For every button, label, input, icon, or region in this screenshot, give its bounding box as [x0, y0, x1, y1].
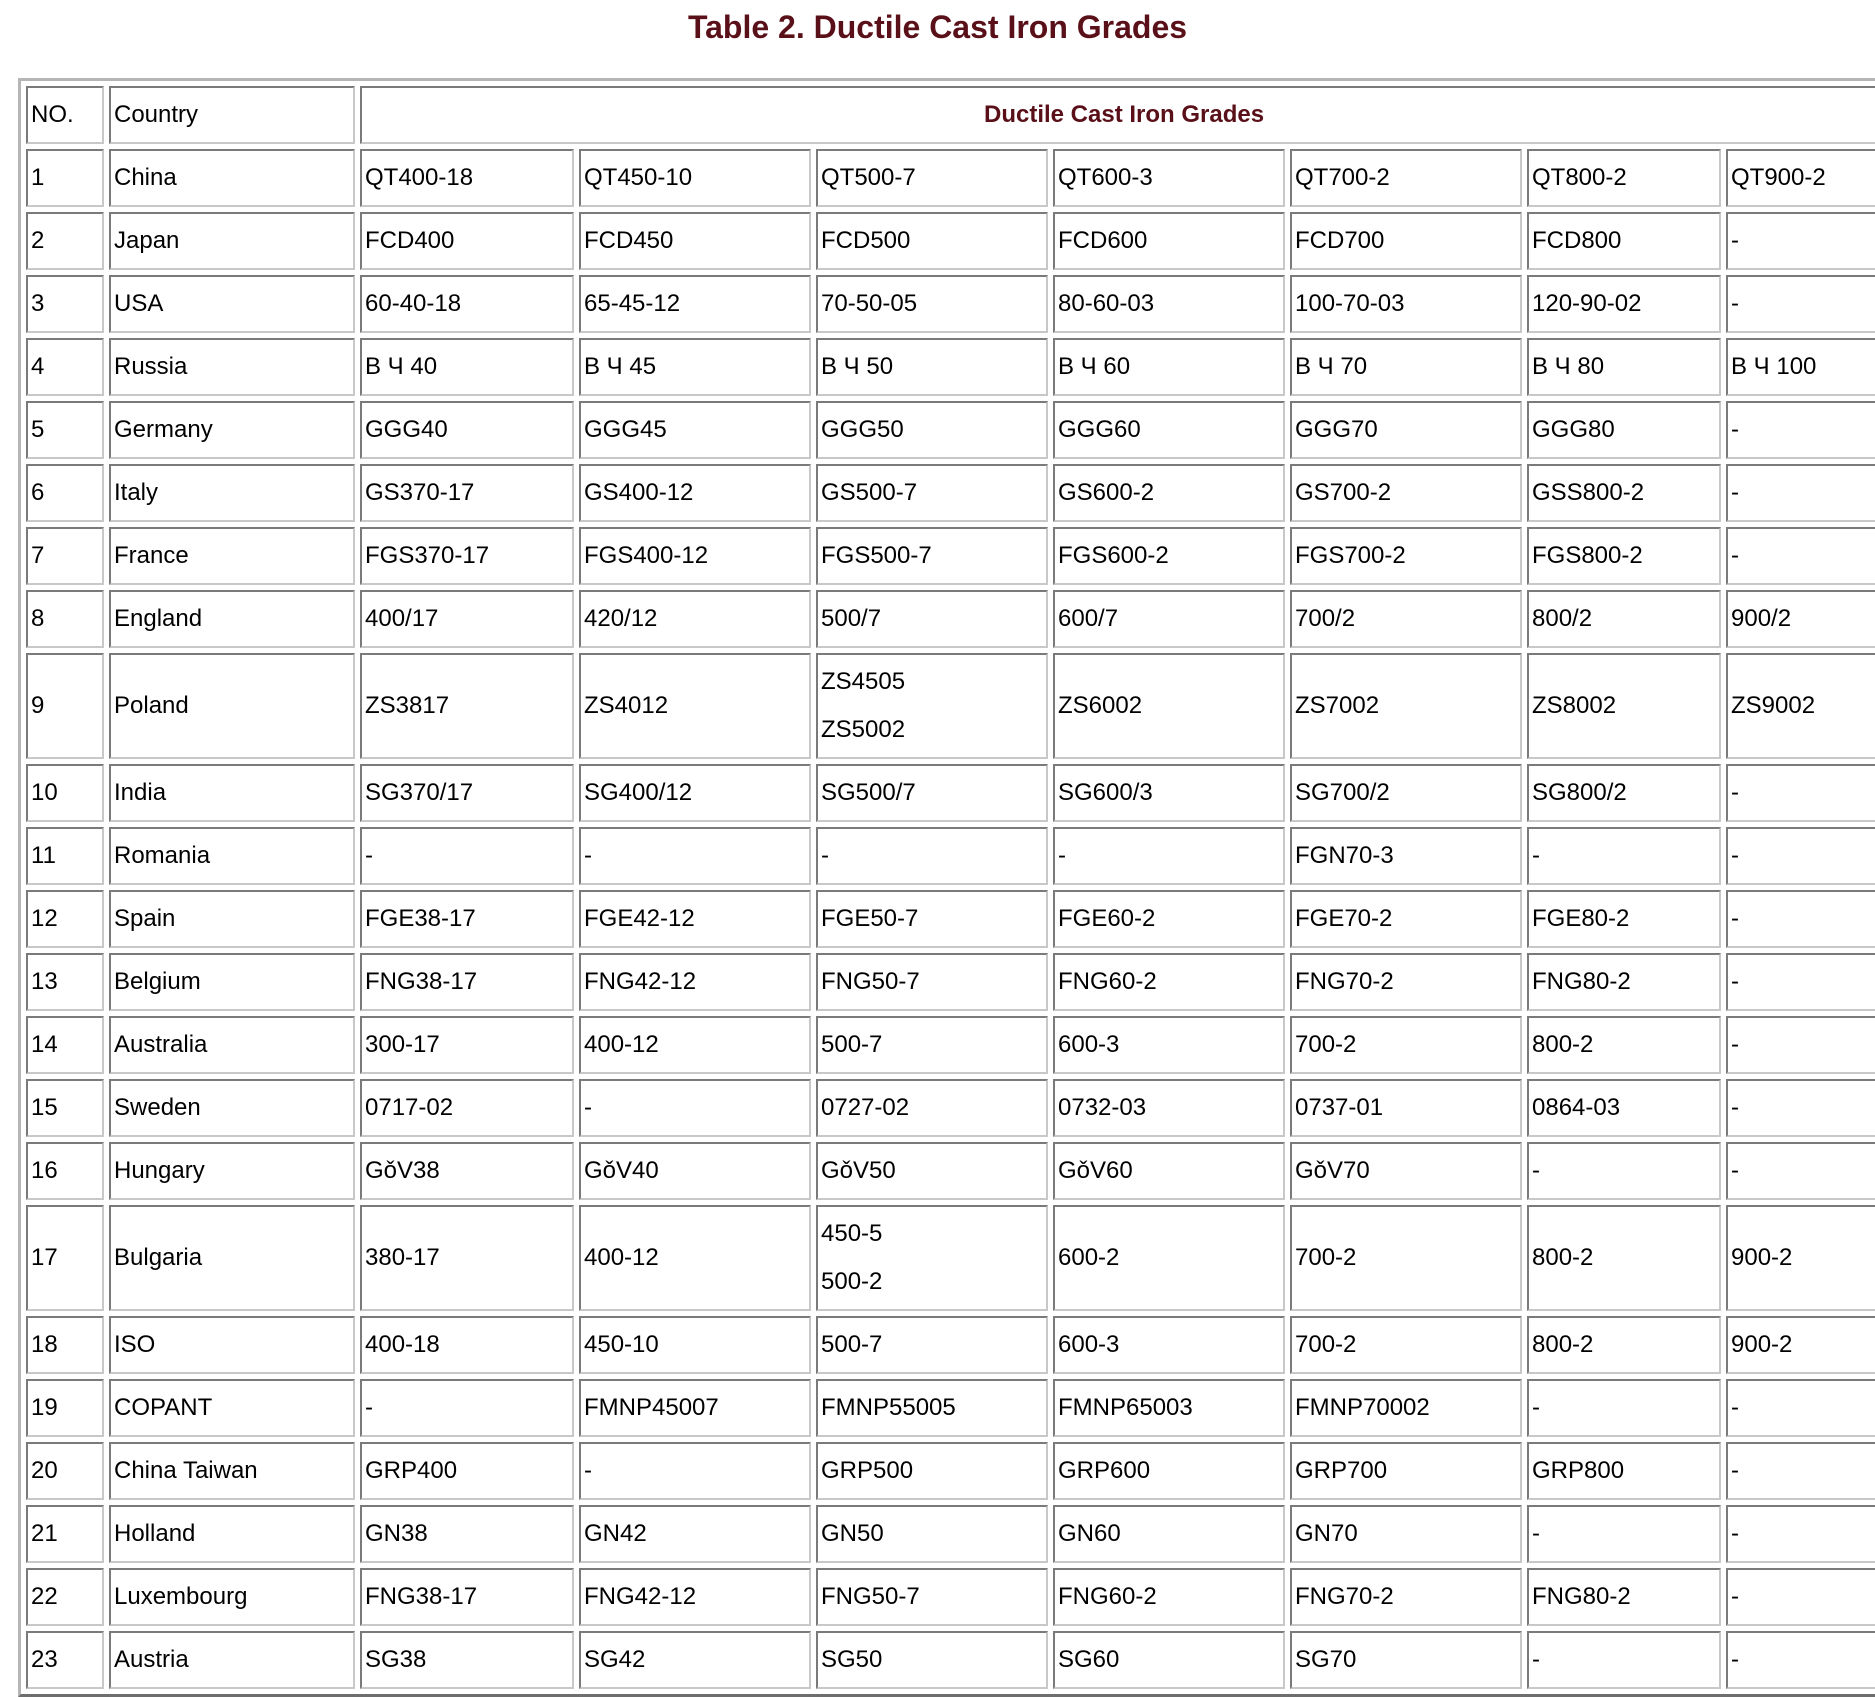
table-row — [26, 338, 1875, 396]
grade-cell: FGS800-2 — [1527, 527, 1721, 585]
grade-cell: FGS600-2 — [1053, 527, 1285, 585]
grade-cell: 0717-02 — [360, 1079, 574, 1137]
row-number: 12 — [26, 890, 104, 948]
table-row — [26, 1316, 1875, 1374]
grade-cell: 500-7 — [816, 1016, 1048, 1074]
grade-cell: - — [1726, 1505, 1875, 1563]
table-row — [26, 149, 1875, 207]
page-title: Table 2. Ductile Cast Iron Grades — [687, 9, 1188, 45]
table-row — [26, 1631, 1875, 1689]
grade-cell: - — [1726, 275, 1875, 333]
grade-cell: 400-18 — [360, 1316, 574, 1374]
row-number: 8 — [26, 590, 104, 648]
grade-cell: - — [1726, 1016, 1875, 1074]
grade-cell: SG60 — [1053, 1631, 1285, 1689]
table-row — [26, 527, 1875, 585]
grade-cell: - — [1726, 401, 1875, 459]
grade-cell: SG500/7 — [816, 764, 1048, 822]
grade-cell: 65-45-12 — [579, 275, 811, 333]
grade-cell-line: ZS4505 — [821, 668, 906, 695]
country-name: Poland — [109, 653, 355, 759]
grade-cell: FCD400 — [360, 212, 574, 270]
grade-cell: - — [816, 827, 1048, 885]
grade-cell: GǒV70 — [1290, 1142, 1522, 1200]
grade-cell: 0864-03 — [1527, 1079, 1721, 1137]
table-header-row — [26, 86, 1875, 144]
grade-cell: - — [1726, 527, 1875, 585]
grade-cell: FNG50-7 — [816, 953, 1048, 1011]
grade-cell: - — [1527, 1142, 1721, 1200]
grade-cell: B Ч 50 — [816, 338, 1048, 396]
grade-cell: SG42 — [579, 1631, 811, 1689]
grade-cell: FNG42-12 — [579, 1568, 811, 1626]
grade-cell: - — [579, 827, 811, 885]
country-name: Japan — [109, 212, 355, 270]
grade-cell: 900/2 — [1726, 590, 1875, 648]
grade-cell: 800/2 — [1527, 590, 1721, 648]
grades-table — [18, 78, 1875, 1697]
grade-cell — [816, 653, 1048, 759]
country-name: Australia — [109, 1016, 355, 1074]
grade-cell: FGE42-12 — [579, 890, 811, 948]
grade-cell: - — [1726, 1079, 1875, 1137]
grade-cell: - — [579, 1079, 811, 1137]
grade-cell: FNG38-17 — [360, 1568, 574, 1626]
grade-cell: - — [1726, 1442, 1875, 1500]
grade-cell: 700/2 — [1290, 590, 1522, 648]
table-row — [26, 1205, 1875, 1311]
grade-cell: GGG40 — [360, 401, 574, 459]
grade-cell: QT400-18 — [360, 149, 574, 207]
grade-cell: FGE50-7 — [816, 890, 1048, 948]
row-number: 15 — [26, 1079, 104, 1137]
table-container — [18, 78, 1875, 1697]
grade-cell: - — [1527, 1631, 1721, 1689]
grade-cell: GRP500 — [816, 1442, 1048, 1500]
country-name: Hungary — [109, 1142, 355, 1200]
grade-cell: 300-17 — [360, 1016, 574, 1074]
grade-cell: FMNP65003 — [1053, 1379, 1285, 1437]
grade-cell: 0732-03 — [1053, 1079, 1285, 1137]
table-row — [26, 590, 1875, 648]
row-number: 17 — [26, 1205, 104, 1311]
country-name: COPANT — [109, 1379, 355, 1437]
row-number: 16 — [26, 1142, 104, 1200]
row-number: 6 — [26, 464, 104, 522]
table-row — [26, 212, 1875, 270]
grade-cell: GRP600 — [1053, 1442, 1285, 1500]
country-name: Italy — [109, 464, 355, 522]
row-number: 11 — [26, 827, 104, 885]
grade-cell: QT600-3 — [1053, 149, 1285, 207]
grade-cell: SG38 — [360, 1631, 574, 1689]
grade-cell: FGS400-12 — [579, 527, 811, 585]
grade-cell: FGE80-2 — [1527, 890, 1721, 948]
row-number: 5 — [26, 401, 104, 459]
grade-cell: FNG80-2 — [1527, 1568, 1721, 1626]
grade-cell: GGG45 — [579, 401, 811, 459]
country-name: Belgium — [109, 953, 355, 1011]
grade-cell: FGE60-2 — [1053, 890, 1285, 948]
grade-cell: 600/7 — [1053, 590, 1285, 648]
grade-cell: 120-90-02 — [1527, 275, 1721, 333]
country-name: Spain — [109, 890, 355, 948]
grade-cell: - — [1726, 953, 1875, 1011]
table-row — [26, 827, 1875, 885]
country-name: Luxembourg — [109, 1568, 355, 1626]
grade-cell: SG50 — [816, 1631, 1048, 1689]
grade-cell: 70-50-05 — [816, 275, 1048, 333]
row-number: 9 — [26, 653, 104, 759]
country-name: Bulgaria — [109, 1205, 355, 1311]
grade-cell: - — [1726, 890, 1875, 948]
grade-cell: - — [1726, 764, 1875, 822]
grade-cell: SG400/12 — [579, 764, 811, 822]
country-name: Sweden — [109, 1079, 355, 1137]
grade-cell: 900-2 — [1726, 1205, 1875, 1311]
country-name: France — [109, 527, 355, 585]
table-row — [26, 401, 1875, 459]
grade-cell: ZS9002 — [1726, 653, 1875, 759]
row-number: 20 — [26, 1442, 104, 1500]
country-name: Germany — [109, 401, 355, 459]
country-name: Russia — [109, 338, 355, 396]
table-row — [26, 1379, 1875, 1437]
grade-cell: - — [1726, 464, 1875, 522]
grade-cell: 400/17 — [360, 590, 574, 648]
table-row — [26, 1505, 1875, 1563]
grade-cell: GN38 — [360, 1505, 574, 1563]
grade-cell: GǒV38 — [360, 1142, 574, 1200]
grade-cell: GRP800 — [1527, 1442, 1721, 1500]
grade-cell: GǒV60 — [1053, 1142, 1285, 1200]
grade-cell: ZS4012 — [579, 653, 811, 759]
grade-cell: GN42 — [579, 1505, 811, 1563]
table-row — [26, 275, 1875, 333]
grade-cell: - — [1726, 1142, 1875, 1200]
grade-cell: GRP400 — [360, 1442, 574, 1500]
grade-cell: FCD500 — [816, 212, 1048, 270]
grade-cell: B Ч 80 — [1527, 338, 1721, 396]
grade-cell: GGG80 — [1527, 401, 1721, 459]
country-name: Romania — [109, 827, 355, 885]
table-row — [26, 1079, 1875, 1137]
grade-cell: GSS800-2 — [1527, 464, 1721, 522]
grades-table-body — [26, 86, 1875, 1689]
grade-cell: 450-10 — [579, 1316, 811, 1374]
grade-cell: - — [360, 1379, 574, 1437]
grade-cell: SG70 — [1290, 1631, 1522, 1689]
grade-cell-line: ZS5002 — [821, 716, 906, 743]
grade-cell — [816, 1205, 1048, 1311]
grade-cell: 600-3 — [1053, 1316, 1285, 1374]
grade-cell: 60-40-18 — [360, 275, 574, 333]
grade-cell: FNG80-2 — [1527, 953, 1721, 1011]
row-number: 2 — [26, 212, 104, 270]
table-row — [26, 1442, 1875, 1500]
grade-cell: FNG60-2 — [1053, 1568, 1285, 1626]
table-row — [26, 653, 1875, 759]
grade-cell: 700-2 — [1290, 1205, 1522, 1311]
country-name: Holland — [109, 1505, 355, 1563]
grade-cell: SG370/17 — [360, 764, 574, 822]
row-number: 10 — [26, 764, 104, 822]
grade-cell: 500/7 — [816, 590, 1048, 648]
grade-cell: - — [1726, 1568, 1875, 1626]
header-grades: Ductile Cast Iron Grades — [360, 86, 1875, 144]
country-name: Austria — [109, 1631, 355, 1689]
grade-cell: GGG50 — [816, 401, 1048, 459]
grade-cell-line: 500-2 — [821, 1268, 883, 1295]
header-no: NO. — [26, 86, 104, 144]
grade-cell: 400-12 — [579, 1205, 811, 1311]
grade-cell: GS370-17 — [360, 464, 574, 522]
table-row — [26, 1568, 1875, 1626]
grade-cell: ZS6002 — [1053, 653, 1285, 759]
grade-cell: FMNP45007 — [579, 1379, 811, 1437]
grade-cell: SG700/2 — [1290, 764, 1522, 822]
grade-cell: - — [1726, 212, 1875, 270]
grade-cell: GN70 — [1290, 1505, 1522, 1563]
grade-cell: - — [360, 827, 574, 885]
grade-cell: 380-17 — [360, 1205, 574, 1311]
grade-cell: FGN70-3 — [1290, 827, 1522, 885]
table-row — [26, 464, 1875, 522]
grade-cell: 0727-02 — [816, 1079, 1048, 1137]
grade-cell: - — [1527, 827, 1721, 885]
grade-cell: GǒV50 — [816, 1142, 1048, 1200]
grade-cell: 100-70-03 — [1290, 275, 1522, 333]
grade-cell: QT900-2 — [1726, 149, 1875, 207]
grade-cell: ZS8002 — [1527, 653, 1721, 759]
country-name: India — [109, 764, 355, 822]
grade-cell: 700-2 — [1290, 1016, 1522, 1074]
grade-cell: - — [1726, 827, 1875, 885]
grade-cell: B Ч 100 — [1726, 338, 1875, 396]
grade-cell: FGE70-2 — [1290, 890, 1522, 948]
grade-cell: FGE38-17 — [360, 890, 574, 948]
grade-cell: FCD800 — [1527, 212, 1721, 270]
grade-cell: FMNP55005 — [816, 1379, 1048, 1437]
grade-cell: - — [1726, 1379, 1875, 1437]
grade-cell: FGS500-7 — [816, 527, 1048, 585]
grade-cell: FNG70-2 — [1290, 1568, 1522, 1626]
row-number: 22 — [26, 1568, 104, 1626]
grade-cell: B Ч 60 — [1053, 338, 1285, 396]
row-number: 23 — [26, 1631, 104, 1689]
grade-cell: GGG70 — [1290, 401, 1522, 459]
grade-cell: GS500-7 — [816, 464, 1048, 522]
grade-cell: - — [1527, 1505, 1721, 1563]
grade-cell: 800-2 — [1527, 1205, 1721, 1311]
row-number: 19 — [26, 1379, 104, 1437]
grade-cell: FCD600 — [1053, 212, 1285, 270]
grade-cell: GN50 — [816, 1505, 1048, 1563]
header-country: Country — [109, 86, 355, 144]
grade-cell: GS700-2 — [1290, 464, 1522, 522]
country-name: ISO — [109, 1316, 355, 1374]
grade-cell: 420/12 — [579, 590, 811, 648]
row-number: 18 — [26, 1316, 104, 1374]
grade-cell: 800-2 — [1527, 1016, 1721, 1074]
grade-cell: QT800-2 — [1527, 149, 1721, 207]
grade-cell: FNG38-17 — [360, 953, 574, 1011]
grade-cell: B Ч 40 — [360, 338, 574, 396]
grade-cell: - — [1053, 827, 1285, 885]
row-number: 13 — [26, 953, 104, 1011]
grade-cell: 600-3 — [1053, 1016, 1285, 1074]
grade-cell: - — [1726, 1631, 1875, 1689]
row-number: 14 — [26, 1016, 104, 1074]
grade-cell: QT700-2 — [1290, 149, 1522, 207]
table-row — [26, 890, 1875, 948]
row-number: 21 — [26, 1505, 104, 1563]
row-number: 3 — [26, 275, 104, 333]
grade-cell: FNG50-7 — [816, 1568, 1048, 1626]
grade-cell: - — [1527, 1379, 1721, 1437]
grade-cell: GRP700 — [1290, 1442, 1522, 1500]
row-number: 7 — [26, 527, 104, 585]
grade-cell: QT500-7 — [816, 149, 1048, 207]
grade-cell: FNG60-2 — [1053, 953, 1285, 1011]
grade-cell: 400-12 — [579, 1016, 811, 1074]
row-number: 4 — [26, 338, 104, 396]
country-name: China — [109, 149, 355, 207]
grade-cell: 900-2 — [1726, 1316, 1875, 1374]
grade-cell: FNG70-2 — [1290, 953, 1522, 1011]
row-number: 1 — [26, 149, 104, 207]
grade-cell: ZS7002 — [1290, 653, 1522, 759]
grade-cell: GN60 — [1053, 1505, 1285, 1563]
grade-cell: FGS370-17 — [360, 527, 574, 585]
grade-cell: 0737-01 — [1290, 1079, 1522, 1137]
grade-cell: GǒV40 — [579, 1142, 811, 1200]
table-row — [26, 1142, 1875, 1200]
grade-cell: FNG42-12 — [579, 953, 811, 1011]
grade-cell: FCD450 — [579, 212, 811, 270]
country-name: England — [109, 590, 355, 648]
grade-cell: 600-2 — [1053, 1205, 1285, 1311]
table-row — [26, 764, 1875, 822]
grade-cell: GS400-12 — [579, 464, 811, 522]
grade-cell: 700-2 — [1290, 1316, 1522, 1374]
grade-cell: 800-2 — [1527, 1316, 1721, 1374]
grade-cell: B Ч 45 — [579, 338, 811, 396]
grade-cell: SG600/3 — [1053, 764, 1285, 822]
table-row — [26, 1016, 1875, 1074]
grade-cell: B Ч 70 — [1290, 338, 1522, 396]
grade-cell-line: 450-5 — [821, 1220, 883, 1247]
grade-cell: GGG60 — [1053, 401, 1285, 459]
grade-cell: SG800/2 — [1527, 764, 1721, 822]
grade-cell: 500-7 — [816, 1316, 1048, 1374]
grade-cell: FGS700-2 — [1290, 527, 1522, 585]
grade-cell: - — [579, 1442, 811, 1500]
grade-cell: QT450-10 — [579, 149, 811, 207]
grade-cell: 80-60-03 — [1053, 275, 1285, 333]
grade-cell: FCD700 — [1290, 212, 1522, 270]
country-name: China Taiwan — [109, 1442, 355, 1500]
grade-cell: ZS3817 — [360, 653, 574, 759]
table-row — [26, 953, 1875, 1011]
country-name: USA — [109, 275, 355, 333]
grade-cell: FMNP70002 — [1290, 1379, 1522, 1437]
grade-cell: GS600-2 — [1053, 464, 1285, 522]
